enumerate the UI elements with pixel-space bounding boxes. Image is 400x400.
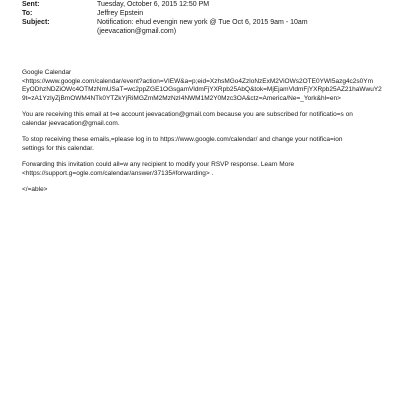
subject-label: Subject:: [22, 19, 50, 26]
calendar-paragraph: [22, 69, 380, 103]
forward-paragraph: [22, 161, 380, 178]
to-label: To:: [22, 10, 33, 17]
calendar-title: Google Calendar: [22, 69, 72, 76]
sent-value: Tuesday, October 6, 2015 12:50 PM: [97, 1, 210, 8]
stop-line: settings for this calendar.: [22, 144, 94, 152]
calendar-link-line[interactable]: <https://www.google.com/calendar/event?action=VIEW&a=p;eid=XzhsMGo4ZzloNzExM2ViOWs2OTE0YWI5azg4c2s0Ym: [22, 77, 374, 85]
calendar-link-line[interactable]: EyODhzNDZiOWc4OTMzNmUSaT=wc2ppZGE1OGsgamVldmFjYXRpb25AbQ&tok=MjEjamVldmFjYXRpb25AZ21haWwuY2: [22, 86, 382, 93]
forward-line: Forwarding this invitation could all=w any recipient to modify your RSVP response. Learn More: [22, 161, 295, 168]
forward-link-line[interactable]: <https://support.g=ogle.com/calendar/answer/37135#forwarding> .: [22, 169, 214, 177]
closing-tag: </=able>: [22, 186, 48, 193]
stop-line: To stop receiving these emails,=please log in to https://www.google.com/calendar/ and change your notifica=ion: [22, 136, 343, 143]
calendar-link-line[interactable]: 9t=zA1YzIyZjBmOWM4NTk0YTZkYjRiMGZmM2MzNzI4NWM1M2Y0Mzc3OA&ctz=America/Ne=_York&hl=en>: [22, 94, 341, 102]
email-body: [22, 69, 380, 203]
subject-line: Notification: ehud evengin new york @ Tue Oct 6, 2015 9am - 10am: [97, 19, 308, 26]
to-value: Jeffrey Epstein: [97, 10, 144, 17]
to-row: [22, 9, 382, 18]
email-header: [22, 0, 382, 36]
stop-paragraph: [22, 136, 380, 153]
subject-row: [22, 18, 382, 36]
receiving-paragraph: [22, 111, 380, 128]
receiving-line: You are receiving this email at t=e account jeevacation@gmail.com because you are subscribed for notificatio=s on: [22, 111, 353, 118]
subject-value: [97, 18, 382, 36]
receiving-line: calendar jeevacation@gmail.com.: [22, 119, 120, 127]
sent-label: Sent:: [22, 1, 40, 8]
subject-line: (jeevacation@gmail.com): [97, 28, 177, 35]
sent-row: [22, 0, 382, 9]
